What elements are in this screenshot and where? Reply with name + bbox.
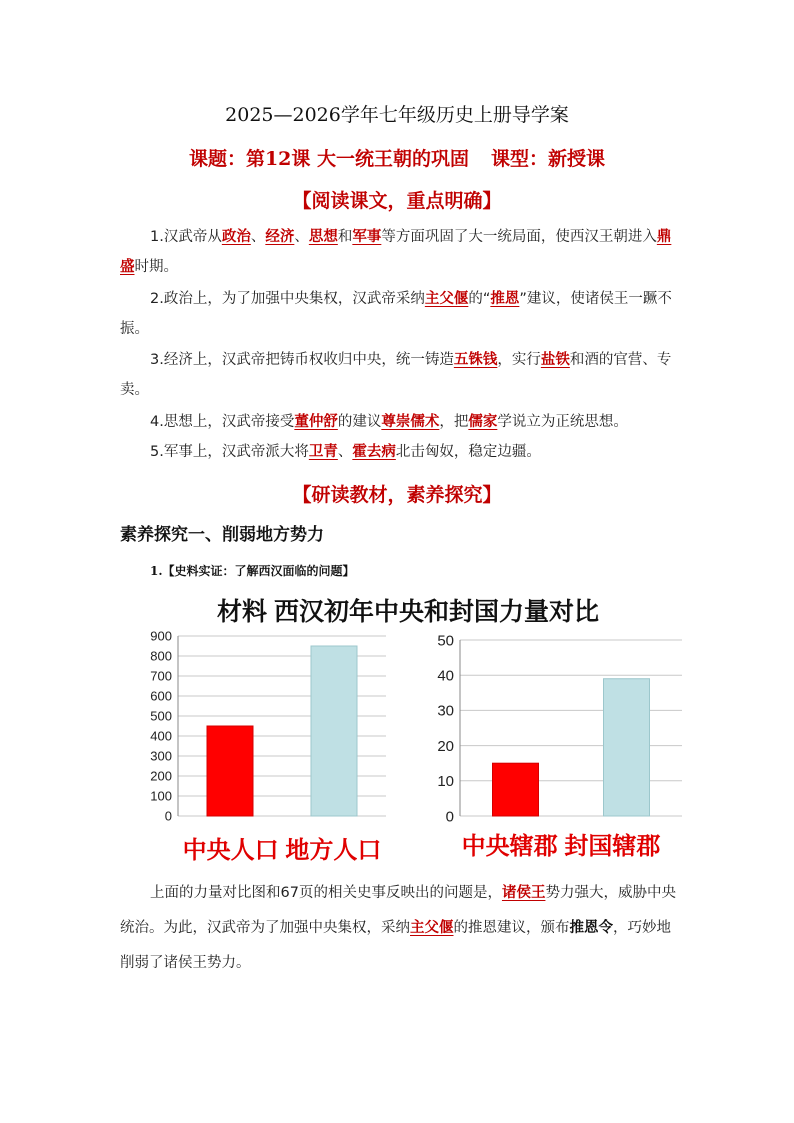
category-label-row: 中央辖郡 封国辖郡 bbox=[461, 833, 661, 860]
document-title: 2025—2026学年七年级历史上册导学案 bbox=[225, 104, 569, 126]
reading-item-1: 1.汉武帝从政治、经济、思想和军事等方面巩固了大一统局面，使西汉王朝进入鼎盛时期。 bbox=[120, 229, 672, 275]
answer-rujia: 儒家 bbox=[468, 414, 498, 430]
y-tick-label: 0 bbox=[164, 808, 172, 824]
y-tick-label: 400 bbox=[150, 728, 172, 744]
answer-thought: 思想 bbox=[308, 229, 338, 245]
y-tick-label: 40 bbox=[437, 667, 454, 685]
answer-tuien: 推恩 bbox=[490, 291, 520, 307]
tuien-decree: 推恩令 bbox=[569, 920, 613, 936]
y-tick-label: 50 bbox=[437, 632, 454, 650]
reading-item-5: 5.军事上，汉武帝派大将卫青、霍去病北击匈奴，稳定边疆。 bbox=[150, 444, 541, 460]
reading-item-3: 3.经济上，汉武帝把铸币权收归中央，统一铸造五铢钱，实行盐铁和酒的官营、专卖。 bbox=[120, 352, 672, 398]
answer-economy: 经济 bbox=[265, 229, 295, 245]
y-tick-label: 500 bbox=[150, 708, 172, 724]
reading-item-2: 2.政治上，为了加强中央集权，汉武帝采纳主父偃的“推恩”建议，使诸侯王一蹶不振。 bbox=[120, 291, 672, 337]
bar-commandery-1 bbox=[493, 763, 539, 816]
section-heading-reading: 【阅读课文，重点明确】 bbox=[292, 190, 502, 212]
chart-svg bbox=[132, 590, 684, 870]
lesson-line bbox=[0, 144, 794, 171]
answer-peak: 鼎盛 bbox=[120, 229, 672, 275]
answer-zhufuyan: 主父偃 bbox=[424, 291, 469, 307]
bar-commandery-2 bbox=[604, 679, 650, 816]
bar-population-2 bbox=[311, 646, 357, 816]
y-tick-label: 20 bbox=[437, 737, 454, 755]
comparison-chart bbox=[132, 590, 684, 870]
answer-zhufuyan-2: 主父偃 bbox=[410, 920, 454, 936]
y-tick-label: 800 bbox=[150, 648, 172, 664]
material-caption: 1.【史料实证：了解西汉面临的问题】 bbox=[150, 564, 355, 578]
y-tick-label: 900 bbox=[150, 628, 172, 644]
answer-dong-zhongshu: 董仲舒 bbox=[294, 414, 338, 430]
y-tick-label: 300 bbox=[150, 748, 172, 764]
bar-population-1 bbox=[207, 726, 253, 816]
answer-huoqubing: 霍去病 bbox=[352, 444, 396, 460]
answer-confucianism: 尊崇儒术 bbox=[381, 414, 440, 430]
y-tick-label: 700 bbox=[150, 668, 172, 684]
conclusion-paragraph: 上面的力量对比图和67页的相关史事反映出的问题是，诸侯王势力强大，威胁中央统治。为此，汉武帝为了加强中央集权，采纳主父偃的推恩建议，颁布推恩令，巧妙地削弱了诸侯王势力。 bbox=[120, 885, 676, 971]
y-tick-label: 30 bbox=[437, 702, 454, 720]
y-tick-label: 600 bbox=[150, 688, 172, 704]
inquiry-subheading: 素养探究一、削弱地方势力 bbox=[120, 525, 324, 545]
lesson-label: 课题：第12课 大一统王朝的巩固 bbox=[188, 148, 470, 170]
y-tick-label: 100 bbox=[150, 788, 172, 804]
answer-politics: 政治 bbox=[221, 229, 251, 245]
reading-item-4: 4.思想上，汉武帝接受董仲舒的建议尊崇儒术，把儒家学说立为正统思想。 bbox=[150, 414, 628, 430]
answer-military: 军事 bbox=[352, 229, 382, 245]
answer-weiqing: 卫青 bbox=[308, 444, 338, 460]
answer-zhuhouwang: 诸侯王 bbox=[501, 885, 546, 901]
answer-wuzhu: 五铢钱 bbox=[453, 352, 498, 368]
answer-salt-iron: 盐铁 bbox=[540, 352, 570, 368]
y-tick-label: 0 bbox=[445, 808, 454, 826]
lesson-type: 课型：新授课 bbox=[491, 148, 606, 170]
chart-title: 材料 西汉初年中央和封国力量对比 bbox=[217, 598, 599, 626]
y-tick-label: 200 bbox=[150, 768, 172, 784]
y-tick-label: 10 bbox=[437, 773, 454, 791]
section-heading-study: 【研读教材，素养探究】 bbox=[292, 484, 502, 506]
category-label-row: 中央人口 地方人口 bbox=[182, 837, 382, 864]
